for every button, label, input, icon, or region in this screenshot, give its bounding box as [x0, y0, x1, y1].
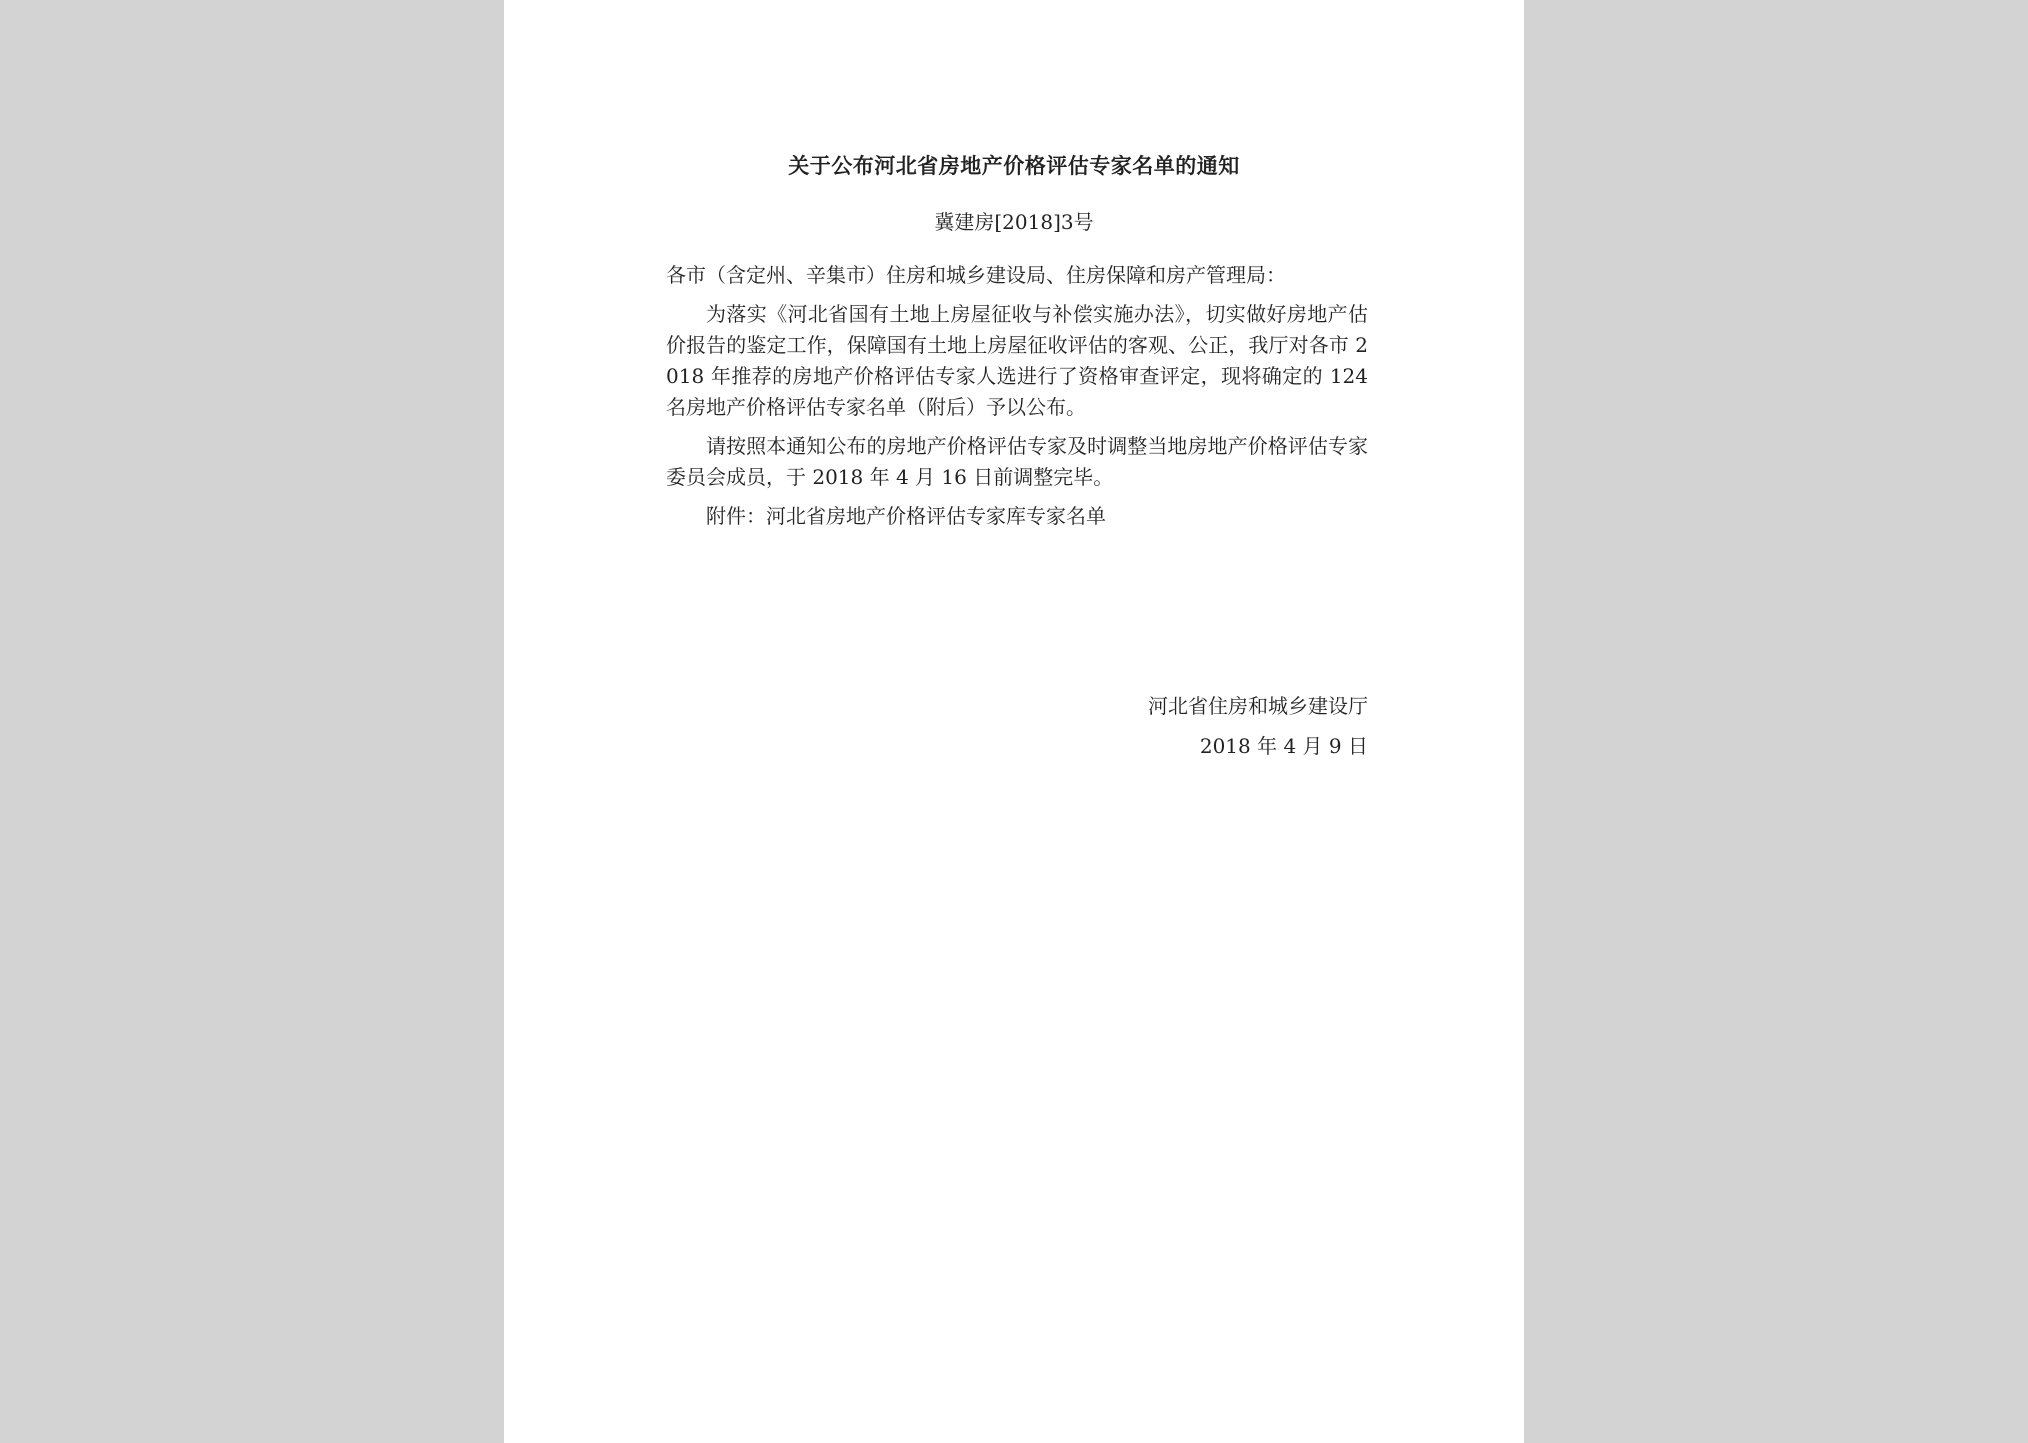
- document-number: 冀建房[2018]3号: [934, 210, 1094, 234]
- body-paragraph-2: 请按照本通知公布的房地产价格评估专家及时调整当地房地产价格评估专家委员会成员，于 2018 年 4 月 16 日前调整完毕。: [666, 434, 1368, 489]
- document-body: [666, 260, 1368, 540]
- issue-date: 2018 年 4 月 9 日: [1199, 734, 1368, 758]
- issuer-name: 河北省住房和城乡建设厅: [1148, 694, 1368, 718]
- attachment-note: 附件：河北省房地产价格评估专家库专家名单: [706, 504, 1106, 528]
- document-title: 关于公布河北省房地产价格评估专家名单的通知: [788, 154, 1240, 178]
- addressee: 各市（含定州、辛集市）住房和城乡建设局、住房保障和房产管理局：: [666, 263, 1286, 287]
- body-paragraph-1: 为落实《河北省国有土地上房屋征收与补偿实施办法》，切实做好房地产估价报告的鉴定工作，保障国有土地上房屋征收评估的客观、公正，我厅对各市 2018 年推荐的房地产价格评估专家人选进行了资格审查评定，现将确定的 124 名房地产价格评估专家名单（附后）予以公布。: [666, 302, 1368, 419]
- document-page: [504, 0, 1524, 1443]
- signature-block: [666, 686, 1368, 766]
